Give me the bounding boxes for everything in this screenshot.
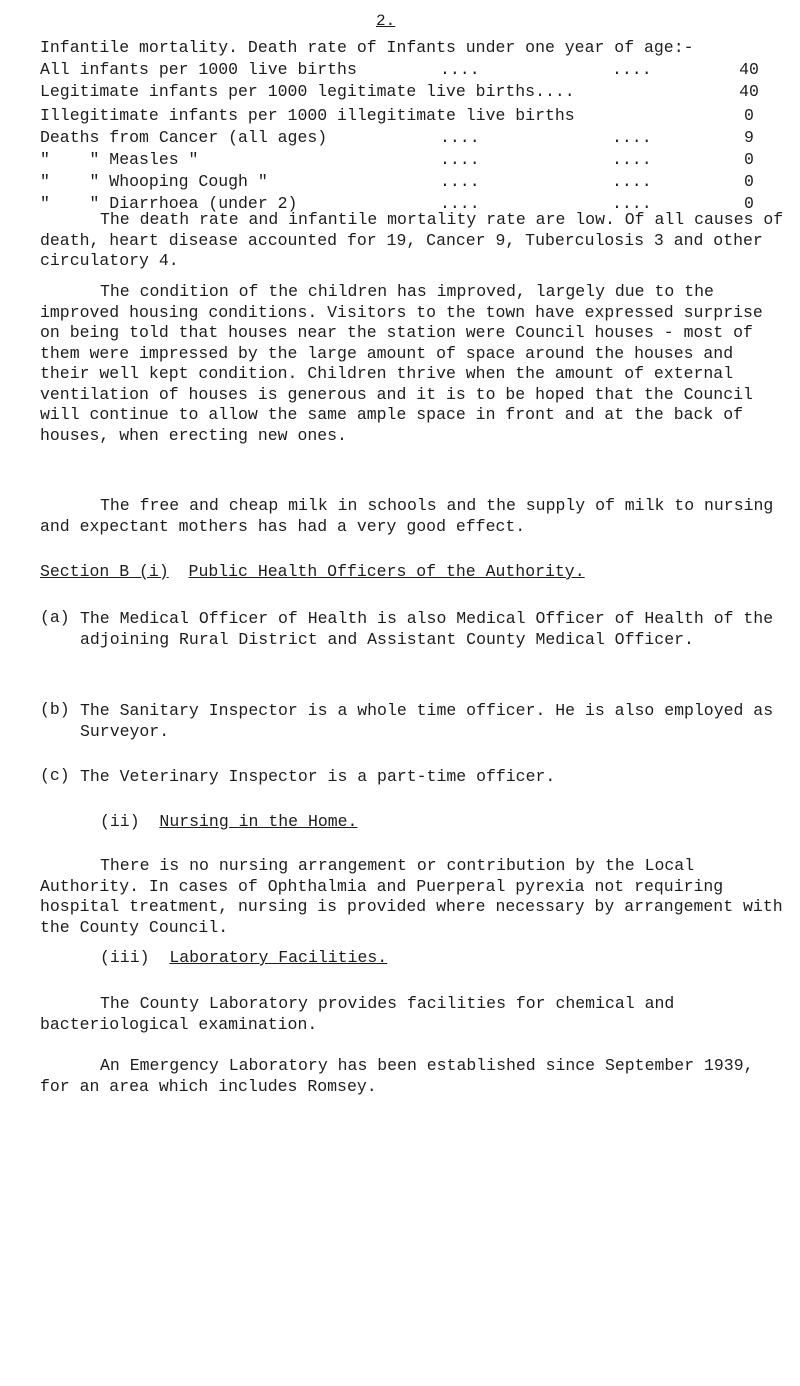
laboratory-heading [100,948,387,967]
stat-leader-dots: .... [612,150,652,169]
stat-row [40,150,800,172]
paragraph-milk-text: The free and cheap milk in schools and the supply of milk to nursing and expectant mothers has had a very good effect. [40,496,774,536]
nursing-title: Nursing in the Home. [159,812,358,831]
officer-marker-b: (b) [40,700,70,719]
stat-value: 0 [744,150,754,169]
stat-label: " " Measles " [40,150,199,169]
stat-leader-dots: .... [440,60,480,79]
mortality-heading: Infantile mortality. Death rate of Infants under one year of age:- [40,38,694,57]
paragraph-nursing-text: There is no nursing arrangement or contribution by the Local Authority. In cases of Ophthalmia and Puerperal pyrexia not requiring hospital treatment, nursing is provided where necessary by arrangement with the County Council. [40,856,783,937]
officer-marker-a: (a) [40,608,70,627]
section-b-heading [40,562,585,581]
officer-text-b: The Sanitary Inspector is a whole time officer. He is also employed as Surveyor. [80,701,774,741]
stat-value: 0 [744,172,754,191]
laboratory-marker: (iii) [100,948,150,967]
stat-value: 40 [739,82,759,101]
nursing-marker: (ii) [100,812,140,831]
paragraph-laboratory-text: The County Laboratory provides facilities for chemical and bacteriological examination. [40,994,675,1034]
nursing-heading [100,812,357,831]
stat-row [40,106,800,128]
stat-label: All infants per 1000 live births [40,60,357,79]
stat-leader-dots: .... [440,128,480,147]
officer-marker-c: (c) [40,766,70,785]
stat-row [40,82,800,104]
paragraph-children-condition [40,282,785,446]
stat-row [40,172,800,194]
stat-value: 0 [744,106,754,125]
paragraph-death-rate [40,210,785,272]
section-b-title: Public Health Officers of the Authority. [188,562,585,581]
paragraph-emergency-laboratory [40,1056,785,1097]
stat-value: 9 [744,128,754,147]
stat-label: " " Diarrhoea (under 2) [40,194,298,213]
stat-label: Legitimate infants per 1000 legitimate live births.... [40,82,575,101]
stat-label: Deaths from Cancer (all ages) [40,128,328,147]
stat-leader-dots: .... [612,60,652,79]
section-b-prefix: Section B (i) [40,562,169,581]
stat-row [40,128,800,150]
stat-label: " " Whooping Cough " [40,172,268,191]
stat-value: 0 [744,194,754,213]
paragraph-death-rate-text: The death rate and infantile mortality rate are low. Of all causes of death, heart disease accounted for 19, Cancer 9, Tuberculosis 3 and other circulatory 4. [40,210,784,270]
stat-label: Illegitimate infants per 1000 illegitimate live births [40,106,575,125]
paragraph-laboratory [40,994,785,1035]
officer-text-a: The Medical Officer of Health is also Medical Officer of Health of the adjoining Rural District and Assistant County Medical Officer. [80,609,774,649]
stat-leader-dots: .... [440,194,480,213]
stat-value: 40 [739,60,759,79]
stat-leader-dots: .... [612,128,652,147]
paragraph-nursing [40,856,785,938]
laboratory-title: Laboratory Facilities. [169,948,388,967]
paragraph-milk [40,496,785,537]
stat-leader-dots: .... [440,172,480,191]
officer-text-c: The Veterinary Inspector is a part-time officer. [80,767,556,786]
stat-leader-dots: .... [612,194,652,213]
stat-leader-dots: .... [440,150,480,169]
paragraph-children-condition-text: The condition of the children has improved, largely due to the improved housing conditions. Visitors to the town have expressed surprise on being told that houses near the station were Council houses - most of them were impressed by the large amount of space around the houses and their well kept condition. Children thrive when the amount of external ventilation of houses is generous and it is to be hoped that the Council will continue to allow the same ample space in front and at the back of houses, when erecting new ones. [40,282,763,445]
paragraph-emergency-laboratory-text: An Emergency Laboratory has been established since September 1939, for an area which includes Romsey. [40,1056,754,1096]
stat-row [40,60,800,82]
page-number: 2. [376,12,396,30]
stat-leader-dots: .... [612,172,652,191]
